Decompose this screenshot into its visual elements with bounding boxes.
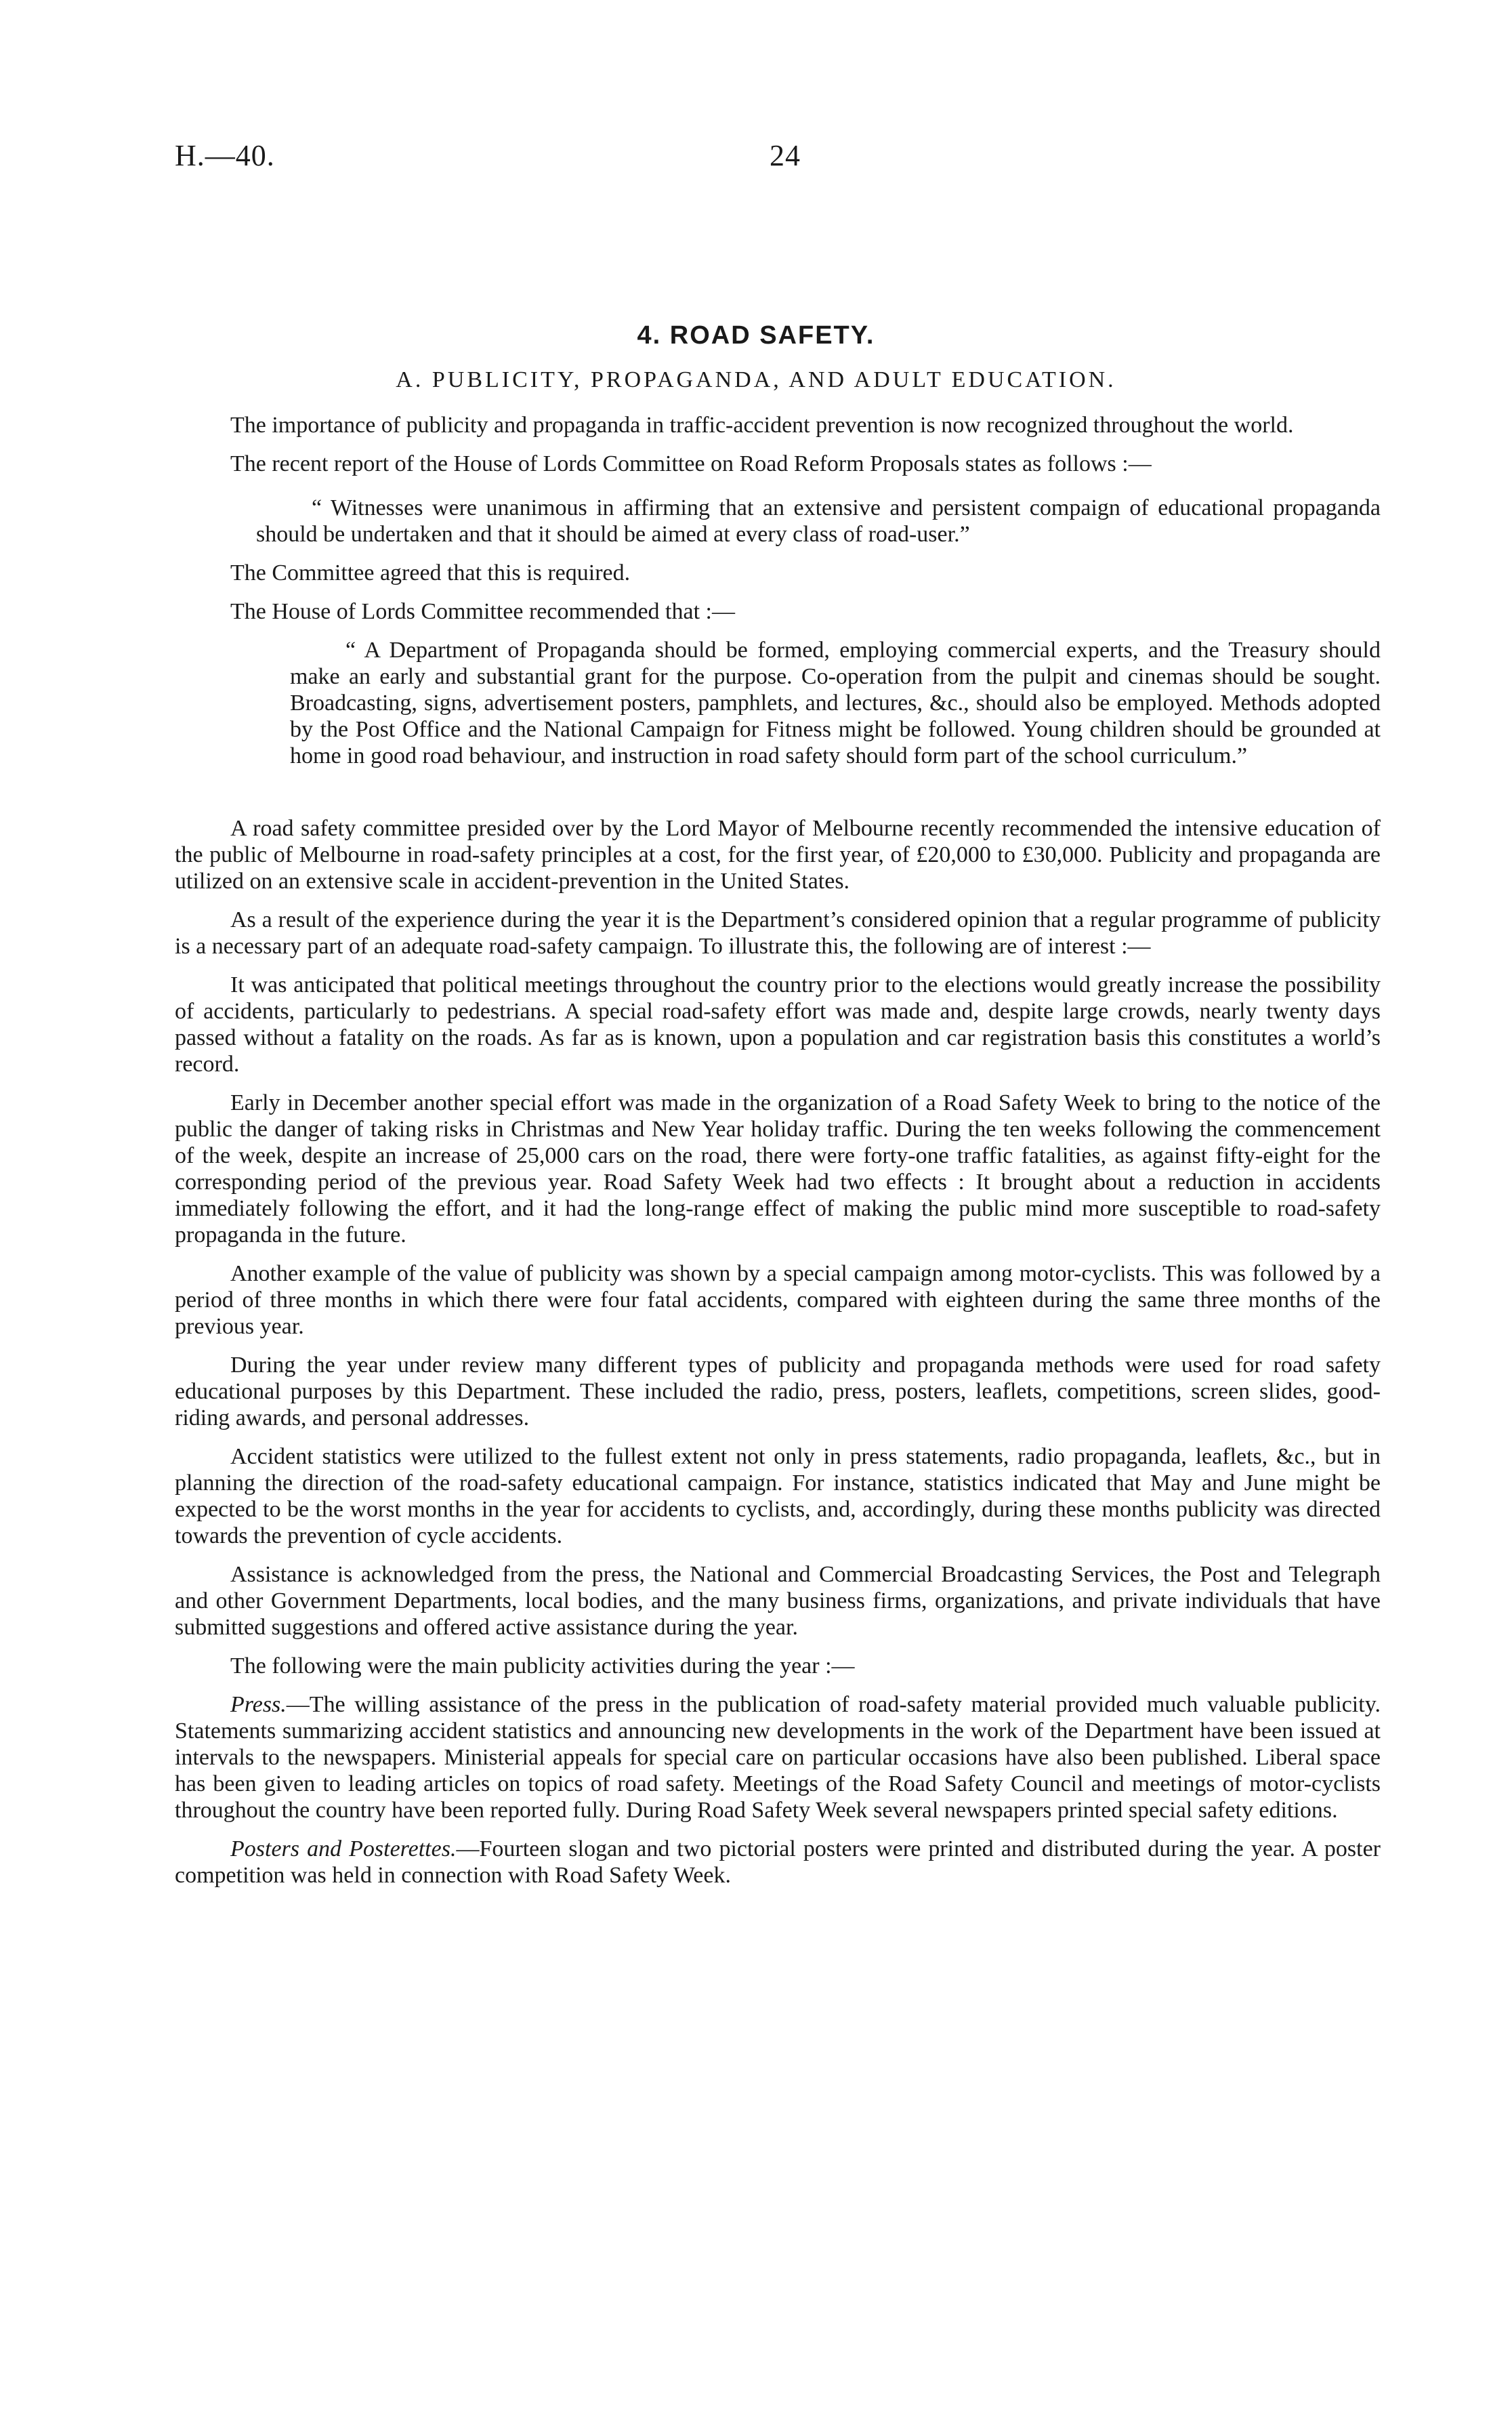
paragraph: Accident statistics were utilized to the fullest extent not only in press statements, radio propaganda, leaflets, &c., but in planning the direction of the road-safety educational campaign. For instance, statistics indicated that May and June might be expected to be the worst months in the year for accidents to cyclists, and, accordingly, during these months publicity was directed towards the prevention of cycle accidents. [175, 1444, 1381, 1548]
section-subtitle: A. PUBLICITY, PROPAGANDA, AND ADULT EDUCATION. [396, 367, 1116, 392]
paragraph: Another example of the value of publicity was shown by a special campaign among motor-cyclists. This was followed by a period of three months in which there were four fatal accidents, compared with eighteen during the same three months of the previous year. [175, 1261, 1381, 1339]
paragraph: The Committee agreed that this is required. [230, 560, 631, 585]
paragraph-lead: Posters and Posterettes. [230, 1836, 457, 1861]
paragraph: During the year under review many different types of publicity and propaganda methods were used for road safety educational purposes by this Department. These included the radio, press, posters, leaflets, competitions, screen slides, good-riding awards, and personal addresses. [175, 1353, 1381, 1430]
paragraph-press [175, 1691, 1381, 1823]
paragraph: A road safety committee presided over by the Lord Mayor of Melbourne recently recommended the intensive education of the public of Melbourne in road-safety principles at a cost, for the first year, of £20,000 to £30,000. Publicity and propaganda are utilized on an extensive scale in accident-prevention in the United States. [175, 816, 1381, 894]
block-quote: “ A Department of Propaganda should be formed, employing commercial experts, and the Treasury should make an early and substantial grant for the purpose. Co-operation from the pulpit and cinemas should be sought. Broadcasting, signs, advertisement posters, pamphlets, and lectures, &c., should also be employed. Methods adopted by the Post Office and the National Campaign for Fitness might be followed. Young children should be grounded at home in good road behaviour, and instruction in road safety should form part of the school curriculum.” [290, 638, 1381, 768]
paragraph: The following were the main publicity activities during the year :— [230, 1653, 855, 1678]
paragraph: Assistance is acknowledged from the press, the National and Commercial Broadcasting Services, the Post and Telegraph and other Government Departments, local bodies, and the many business firms, organizations, and private individuals that have submitted suggestions and offered active assistance during the year. [175, 1562, 1381, 1640]
paragraph: The House of Lords Committee recommended that :— [230, 599, 735, 624]
section-title: 4. ROAD SAFETY. [637, 321, 875, 350]
paragraph: The recent report of the House of Lords Committee on Road Reform Proposals states as follows :— [230, 451, 1152, 476]
paragraph-lead: Press. [230, 1692, 287, 1717]
paragraph: As a result of the experience during the year it is the Department’s considered opinion that a regular programme of publicity is a necessary part of an adequate road-safety campaign. To illustrate this, the following are of interest :— [175, 907, 1381, 959]
paragraph: It was anticipated that political meetings throughout the country prior to the elections would greatly increase the possibility of accidents, particularly to pedestrians. A special road-safety effort was made and, despite large crowds, nearly twenty days passed without a fatality on the roads. As far as is known, upon a population and car registration basis this constitutes a world’s record. [175, 972, 1381, 1077]
body-text [175, 412, 1381, 1889]
paragraph: Early in December another special effort was made in the organization of a Road Safety Week to bring to the notice of the public the danger of taking risks in Christmas and New Year holiday traffic. During the ten weeks following the commencement of the week, despite an increase of 25,000 cars on the road, there were forty-one traffic fatalities, as against fifty-eight for the corresponding period of the previous year. Road Safety Week had two effects : It brought about a reduction in accidents immediately following the effort, and it had the long-range effect of making the public mind more susceptible to road-safety propaganda in the future. [175, 1090, 1381, 1248]
paragraph-posters [175, 1836, 1381, 1889]
paragraph: The importance of publicity and propaganda in traffic-accident prevention is now recognized throughout the world. [230, 413, 1294, 438]
report-reference: H.—40. [175, 139, 275, 172]
block-quote: “ Witnesses were unanimous in affirming that an extensive and persistent compaign of educational propaganda should be undertaken and that it should be aimed at every class of road-user.” [256, 495, 1381, 547]
page-number: 24 [770, 139, 801, 172]
paragraph-text: —Fourteen slogan and two pictorial posters were printed and distributed during the year. A poster competition was held in connection with Road Safety Week. [175, 1836, 1381, 1888]
paragraph-text: —The willing assistance of the press in the publication of road-safety material provided much valuable publicity. Statements summarizing accident statistics and announcing new developments in the work of the Department have been issued at intervals to the newspapers. Ministerial appeals for special care on particular occasions have also been published. Liberal space has been given to leading articles on topics of road safety. Meetings of the Road Safety Council and meetings of motor-cyclists throughout the country have been reported fully. During Road Safety Week several newspapers printed special safety editions. [175, 1692, 1381, 1823]
